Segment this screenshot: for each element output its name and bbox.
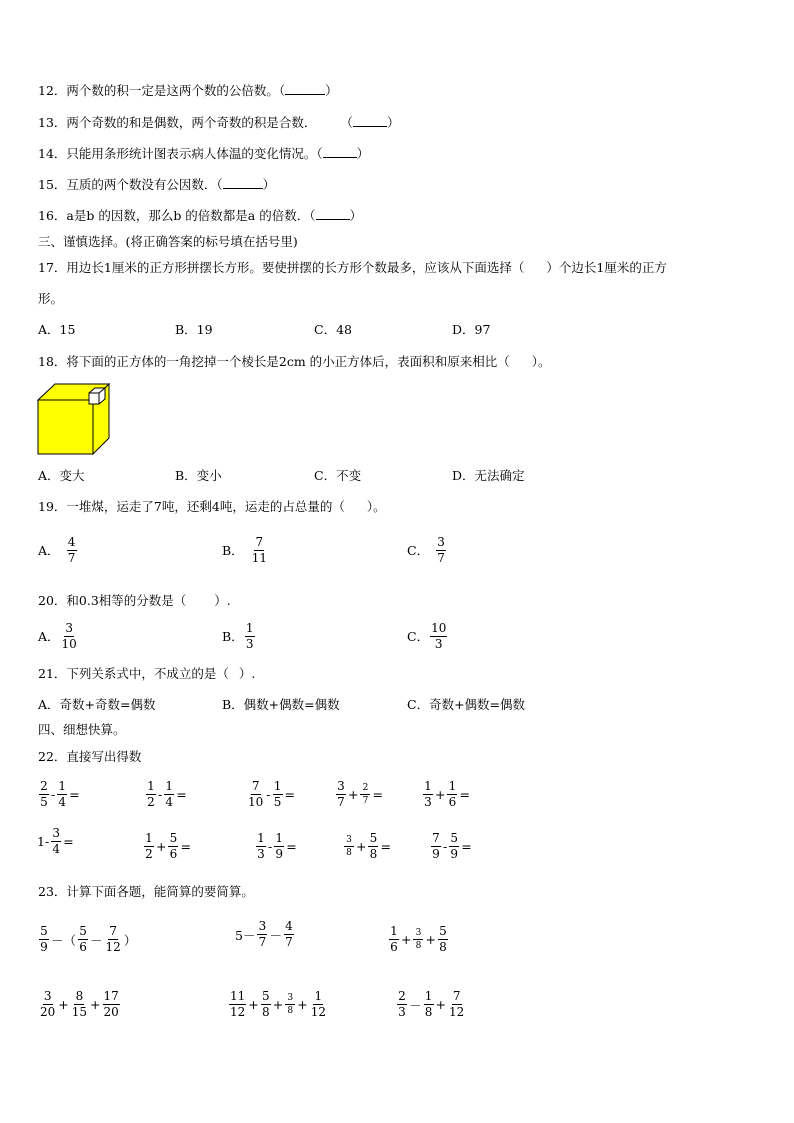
fraction [39, 780, 49, 809]
option-a[interactable]: A．变大 [38, 468, 85, 483]
option-a[interactable] [38, 536, 78, 565]
question-14 [38, 146, 369, 162]
numerator: 1 [390, 924, 398, 938]
fraction [61, 622, 78, 651]
question-text-cont: ）个边长1厘米的正方 [546, 260, 667, 275]
numerator: 1 [147, 779, 155, 793]
question-17-wrap: 形。 [38, 291, 64, 306]
answer-blank[interactable] [285, 94, 325, 95]
option-a[interactable] [38, 622, 79, 651]
fraction [67, 536, 77, 565]
operator: = [69, 787, 80, 802]
fraction [424, 990, 434, 1019]
question-number: 19． [38, 499, 67, 514]
oral-calc-item[interactable] [255, 827, 298, 861]
operator: = [284, 787, 295, 802]
option-label: B． [222, 542, 244, 558]
question-text: 互质的两个数没有公因数．（ [66, 177, 223, 192]
fraction [344, 835, 354, 858]
question-number: 20． [38, 593, 67, 608]
denominator: 8 [424, 1005, 433, 1019]
question-text: 计算下面各题，能简算的要简算。 [66, 884, 254, 899]
denominator: 6 [79, 940, 87, 954]
fraction [413, 928, 423, 951]
numerator: 1 [145, 831, 153, 845]
option-label: C． [407, 628, 430, 644]
numerator: 7 [109, 924, 117, 938]
operator: － [409, 997, 422, 1013]
numerator: 1 [448, 779, 457, 793]
numerator: 1 [245, 621, 254, 635]
denominator: 3 [424, 795, 432, 809]
denominator: 8 [287, 1006, 294, 1016]
oral-calc-item[interactable] [430, 827, 473, 861]
oral-calc-item[interactable] [335, 775, 384, 809]
question-15 [38, 177, 275, 193]
numerator: 3 [43, 989, 52, 1003]
denominator: 4 [165, 795, 174, 809]
option-c[interactable]: C．48 [314, 322, 352, 337]
operator: + [425, 932, 436, 947]
paren-close: ）. [238, 666, 256, 681]
denominator: 9 [40, 940, 48, 954]
question-16 [38, 208, 362, 224]
numerator: 3 [285, 993, 295, 1005]
numerator: 3 [65, 621, 73, 635]
answer-blank[interactable] [316, 219, 350, 220]
numerator: 3 [52, 826, 60, 840]
operator: = [372, 787, 383, 802]
option-b[interactable]: B．19 [175, 322, 213, 337]
denominator: 10 [61, 637, 77, 651]
operator: + [435, 787, 446, 802]
operator: + [272, 997, 284, 1012]
numerator: 2 [360, 783, 370, 795]
numerator: 3 [413, 928, 423, 940]
numerator: 3 [258, 919, 267, 933]
operator: + [156, 839, 167, 854]
option-a[interactable]: A．15 [38, 322, 76, 337]
denominator: 2 [147, 795, 155, 809]
question-17 [38, 260, 667, 276]
numerator: 7 [255, 535, 264, 549]
operator: = [286, 839, 297, 854]
denominator: 7 [285, 935, 293, 949]
section-heading-3: 三、谨慎选择。(将正确答案的标号填在括号里) [38, 234, 298, 249]
fraction [436, 536, 446, 565]
operator: = [180, 839, 191, 854]
operator: = [380, 839, 391, 854]
numerator: 17 [103, 989, 119, 1003]
fraction [273, 780, 283, 809]
denominator: 7 [67, 551, 76, 565]
numerator: 7 [452, 989, 461, 1003]
numerator: 3 [437, 535, 445, 549]
numerator: 1 [424, 779, 432, 793]
option-d[interactable]: D．无法确定 [452, 468, 525, 483]
calc-expression[interactable] [388, 920, 449, 954]
calc-expression[interactable] [228, 985, 328, 1019]
fraction [423, 780, 433, 809]
calc-expression[interactable] [38, 985, 121, 1019]
option-d[interactable]: D．97 [452, 322, 491, 337]
denominator: 20 [40, 1005, 56, 1019]
numerator: 10 [431, 621, 447, 635]
numerator: 3 [337, 779, 345, 793]
oral-calc-item[interactable] [36, 827, 75, 856]
denominator: 12 [230, 1005, 246, 1019]
operator: + [401, 932, 412, 947]
denominator: 6 [169, 847, 178, 861]
fraction [447, 780, 457, 809]
option-b[interactable] [222, 622, 256, 651]
numerator: 1 [275, 831, 284, 845]
fraction [284, 920, 294, 949]
operator: －（ [51, 932, 77, 948]
denominator: 9 [450, 847, 459, 861]
operator: - [158, 787, 163, 802]
denominator: 4 [52, 842, 60, 856]
numerator: 5 [450, 831, 459, 845]
fraction [229, 990, 246, 1019]
numerator: 7 [432, 831, 440, 845]
oral-calc-item[interactable] [38, 775, 81, 809]
question-12 [38, 83, 338, 99]
fraction [257, 920, 267, 949]
section-heading-4: 四、细想快算。 [38, 722, 126, 737]
fraction [274, 832, 284, 861]
fraction [78, 925, 88, 954]
question-number: 13． [38, 115, 67, 130]
question-number: 23． [38, 884, 67, 899]
numerator: 11 [230, 989, 246, 1003]
numerator: 7 [251, 779, 260, 793]
fraction [247, 780, 264, 809]
numerator: 2 [398, 989, 406, 1003]
denominator: 3 [398, 1005, 406, 1019]
fraction [164, 780, 174, 809]
question-number: 22． [38, 749, 67, 764]
denominator: 12 [310, 1005, 327, 1019]
operator: = [63, 834, 74, 849]
question-18 [38, 354, 550, 370]
operator: ） [123, 932, 137, 948]
denominator: 3 [434, 637, 443, 651]
denominator: 11 [251, 551, 267, 565]
numerator: 5 [369, 831, 378, 845]
numerator: 1 [58, 779, 67, 793]
numerator: 2 [40, 779, 48, 793]
fraction [251, 536, 268, 565]
numerator: 1 [424, 989, 433, 1003]
denominator: 8 [415, 941, 422, 951]
denominator: 7 [337, 795, 345, 809]
denominator: 3 [245, 637, 254, 651]
fraction [448, 990, 465, 1019]
denominator: 5 [273, 795, 282, 809]
question-number: 15． [38, 177, 67, 192]
denominator: 4 [58, 795, 67, 809]
fraction [71, 990, 88, 1019]
fraction [368, 832, 378, 861]
answer-blank[interactable] [323, 157, 357, 158]
fraction [105, 925, 122, 954]
numerator: 1 [314, 989, 323, 1003]
fraction [397, 990, 407, 1019]
option-b[interactable] [222, 536, 269, 565]
operator: - [268, 839, 273, 854]
operator: + [58, 997, 69, 1012]
paren-close: ） [262, 177, 276, 192]
numerator: 1 [273, 779, 282, 793]
operator: + [435, 997, 446, 1012]
operator: + [297, 997, 308, 1012]
numerator: 5 [261, 989, 270, 1003]
question-20 [38, 593, 231, 609]
question-number: 16． [38, 208, 67, 223]
question-text: 将下面的正方体的一角挖掉一个棱长是2cm 的小正方体后，表面积和原来相比（ [66, 354, 510, 369]
numerator: 8 [75, 989, 84, 1003]
operator: + [348, 787, 359, 802]
numerator: 5 [79, 924, 87, 938]
paren-close: ） [325, 83, 338, 98]
denominator: 12 [449, 1005, 465, 1019]
fraction [146, 780, 156, 809]
denominator: 2 [145, 847, 153, 861]
question-text: a是b 的因数，那么b 的倍数都是a 的倍数．（ [66, 208, 316, 223]
cube-figure [37, 383, 111, 455]
question-number: 18． [38, 354, 67, 369]
oral-calc-item[interactable] [343, 827, 392, 861]
paren-close: ） [386, 115, 400, 130]
operator: 1- [37, 834, 50, 849]
question-text: 只能用条形统计图表示病人体温的变化情况。（ [66, 146, 323, 161]
answer-blank[interactable] [223, 188, 263, 189]
paren-close: ） [349, 208, 363, 223]
option-label: B． [222, 628, 244, 644]
option-label: A． [38, 542, 60, 558]
denominator: 7 [437, 551, 445, 565]
operator: = [461, 839, 472, 854]
numerator: 4 [285, 919, 293, 933]
fraction [431, 832, 441, 861]
option-label: A． [38, 628, 60, 644]
option-c[interactable]: C．奇数+偶数=偶数 [407, 697, 526, 712]
oral-calc-item[interactable] [145, 775, 188, 809]
fraction [245, 622, 255, 651]
numerator: 5 [439, 924, 447, 938]
cube-front-face [38, 400, 93, 454]
oral-calc-item[interactable] [143, 827, 192, 861]
fraction [285, 993, 295, 1016]
calc-expression[interactable] [396, 985, 466, 1019]
fraction [438, 925, 448, 954]
denominator: 8 [346, 848, 352, 858]
operator: - [51, 787, 56, 802]
denominator: 7 [362, 796, 369, 806]
denominator: 8 [439, 940, 447, 954]
numerator: 1 [165, 779, 174, 793]
option-c[interactable]: C．不变 [314, 468, 362, 483]
fraction [389, 925, 399, 954]
option-c[interactable] [407, 536, 447, 565]
denominator: 8 [369, 847, 378, 861]
denominator: 5 [40, 795, 48, 809]
option-label: C． [407, 542, 430, 558]
numerator: 5 [169, 831, 178, 845]
question-13 [38, 115, 399, 131]
option-a[interactable]: A．奇数+奇数=偶数 [38, 697, 156, 712]
denominator: 6 [448, 795, 457, 809]
operator: - [266, 787, 271, 802]
fraction [449, 832, 459, 861]
denominator: 9 [432, 847, 440, 861]
fraction [39, 925, 49, 954]
question-number: 21． [38, 666, 67, 681]
question-text: 两个数的积一定是这两个数的公倍数。（ [66, 83, 286, 98]
fraction [51, 827, 61, 856]
question-19 [38, 499, 386, 515]
operator: 5－ [235, 927, 256, 943]
oral-calc-item[interactable] [422, 775, 471, 809]
operator: - [443, 839, 448, 854]
paren-close: ）。 [366, 499, 386, 514]
question-text: 两个奇数的和是偶数，两个奇数的积是合数． [66, 115, 317, 130]
paren-close: ） [356, 146, 370, 161]
question-21 [38, 666, 255, 682]
question-text: 下列关系式中，不成立的是（ [66, 666, 229, 681]
question-number: 17． [38, 260, 67, 275]
numerator: 3 [344, 835, 354, 847]
operator: － [90, 932, 103, 948]
question-23 [38, 884, 254, 900]
operator: + [248, 997, 259, 1012]
denominator: 7 [258, 935, 267, 949]
operator: － [269, 927, 282, 943]
operator: + [356, 839, 367, 854]
fraction [168, 832, 178, 861]
operator: = [459, 787, 470, 802]
calc-expression[interactable] [38, 920, 137, 954]
question-number: 12． [38, 83, 67, 98]
denominator: 3 [257, 847, 265, 861]
denominator: 12 [105, 940, 121, 954]
question-text: 用边长1厘米的正方形拼摆长方形。要使拼摆的长方形个数最多，应该从下面选择（ [66, 260, 525, 275]
oral-calc-item[interactable] [246, 775, 296, 809]
option-b[interactable]: B．变小 [175, 468, 222, 483]
denominator: 20 [103, 1005, 119, 1019]
paren-close: ）. [214, 593, 231, 608]
option-c[interactable] [407, 622, 448, 651]
operator: + [90, 997, 101, 1012]
fraction [256, 832, 266, 861]
fraction [103, 990, 120, 1019]
numerator: 1 [257, 831, 265, 845]
fraction [430, 622, 447, 651]
denominator: 10 [248, 795, 264, 809]
question-22 [38, 749, 141, 765]
paren-open: （ [340, 115, 353, 130]
fraction [39, 990, 56, 1019]
fraction [360, 783, 370, 806]
denominator: 8 [261, 1005, 270, 1019]
fraction [144, 832, 154, 861]
paren-close: ）。 [531, 354, 551, 369]
fraction [310, 990, 327, 1019]
calc-expression[interactable] [234, 920, 295, 949]
option-b[interactable]: B．偶数+偶数=偶数 [222, 697, 340, 712]
denominator: 15 [71, 1005, 88, 1019]
operator: = [176, 787, 187, 802]
fraction [336, 780, 346, 809]
numerator: 4 [67, 535, 76, 549]
question-text: 和0.3相等的分数是（ [66, 593, 187, 608]
numerator: 5 [40, 924, 48, 938]
denominator: 6 [390, 940, 398, 954]
answer-blank[interactable] [353, 126, 387, 127]
fraction [57, 780, 67, 809]
question-text: 直接写出得数 [66, 749, 142, 764]
fraction [261, 990, 271, 1019]
question-number: 14． [38, 146, 67, 161]
denominator: 9 [275, 847, 284, 861]
question-text: 一堆煤，运走了7吨，还剩4吨，运走的占总量的（ [66, 499, 345, 514]
